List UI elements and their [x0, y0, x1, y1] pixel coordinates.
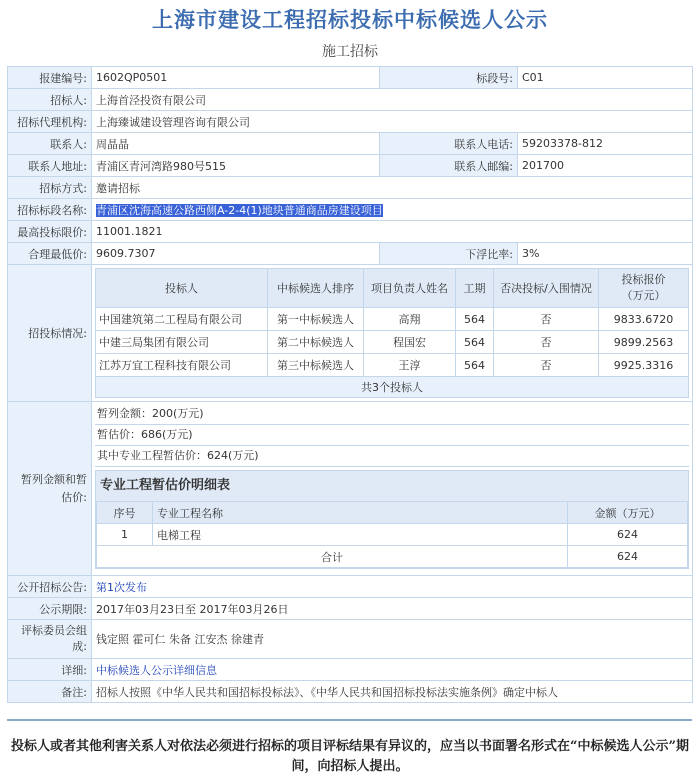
float-rate-value: 3%: [518, 243, 693, 265]
col-bidder: 投标人: [96, 269, 268, 308]
announce-link[interactable]: 第1次发布: [96, 580, 147, 594]
bidder-manager: 王淳: [364, 354, 456, 377]
announce-label: 公开招标公告:: [8, 576, 92, 598]
bidder-period: 564: [456, 308, 494, 331]
table-row: [96, 354, 689, 377]
provisional-table: [96, 501, 688, 568]
col-manager: 项目负责人姓名: [364, 269, 456, 308]
method-label: 招标方式:: [8, 177, 92, 199]
provisional-name: 电梯工程: [153, 524, 568, 546]
phone-value: 59203378-812: [518, 133, 693, 155]
bidder-name: 中建三局集团有限公司: [96, 331, 268, 354]
page-subtitle: 施工招标: [322, 44, 378, 60]
bidder-price: 9899.2563: [599, 331, 689, 354]
bid-no-value: 1602QP0501: [92, 67, 380, 89]
bidder-manager: 程国宏: [364, 331, 456, 354]
provisional-total-label: 合计: [97, 546, 568, 568]
col-no: 序号: [97, 502, 153, 524]
table-row: [96, 331, 689, 354]
bidder-manager: 高翔: [364, 308, 456, 331]
bidder-status: 否: [494, 308, 599, 331]
detail-label: 详细:: [8, 659, 92, 681]
bid-section-label: 招投标情况:: [8, 265, 92, 402]
postcode-label: 联系人邮编:: [380, 155, 518, 177]
provisional-line-1: 暂列金额：200(万元): [95, 404, 689, 425]
bid-no-label: 报建编号:: [8, 67, 92, 89]
section-name-value[interactable]: 青浦区沈海高速公路西侧A-2-4(1)地块普通商品房建设项目: [96, 203, 383, 217]
bidder-status: 否: [494, 331, 599, 354]
postcode-value: 201700: [518, 155, 693, 177]
provisional-table-title: 专业工程暂估价明细表: [96, 471, 688, 501]
agency-value: 上海臻诚建设管理咨询有限公司: [92, 111, 693, 133]
bidder-rank: 第一中标候选人: [268, 308, 364, 331]
committee-label: 评标委员会组成:: [8, 620, 92, 659]
bidders-table: [95, 268, 689, 398]
remark-label: 备注:: [8, 681, 92, 703]
tenderer-label: 招标人:: [8, 89, 92, 111]
provisional-no: 1: [97, 524, 153, 546]
min-price-value: 9609.7307: [92, 243, 380, 265]
objection-notice: 投标人或者其他利害关系人对依法必须进行招标的项目评标结果有异议的，应当以书面署名形式在“中标候选人公示”期间，向招标人提出。: [11, 739, 689, 774]
address-value: 青浦区青河湾路980号515: [92, 155, 380, 177]
row-bid-no: [8, 67, 693, 89]
section-name-label: 招标标段名称:: [8, 199, 92, 221]
agency-label: 招标代理机构:: [8, 111, 92, 133]
bidder-price: 9833.6720: [599, 308, 689, 331]
max-price-label: 最高投标限价:: [8, 221, 92, 243]
provisional-label: 暂列金额和暂估价:: [8, 402, 92, 576]
page-title: 上海市建设工程招标投标中标候选人公示: [152, 7, 548, 32]
bidders-total: 共3个投标人: [96, 377, 689, 398]
float-rate-label: 下浮比率:: [380, 243, 518, 265]
bidder-name: 江苏万宜工程科技有限公司: [96, 354, 268, 377]
col-price: 投标报价 （万元）: [599, 269, 689, 308]
detail-link[interactable]: 中标候选人公示详细信息: [96, 663, 217, 677]
provisional-amount: 624: [568, 524, 688, 546]
divider: [7, 719, 692, 721]
provisional-line-2: 暂估价：686(万元): [95, 425, 689, 446]
provisional-line-3: 其中专业工程暂估价：624(万元): [95, 446, 689, 467]
bidder-rank: 第三中标候选人: [268, 354, 364, 377]
max-price-value: 11001.1821: [92, 221, 693, 243]
col-name: 专业工程名称: [153, 502, 568, 524]
bidder-period: 564: [456, 331, 494, 354]
contact-value: 周晶晶: [92, 133, 380, 155]
provisional-total-amount: 624: [568, 546, 688, 568]
tenderer-value: 上海首泾投资有限公司: [92, 89, 693, 111]
provisional-detail-box: [95, 470, 689, 569]
col-status: 否决投标/入围情况: [494, 269, 599, 308]
section-no-value: C01: [518, 67, 693, 89]
info-table: [7, 66, 693, 703]
period-value: 2017年03月23日至 2017年03月26日: [92, 598, 693, 620]
contact-label: 联系人:: [8, 133, 92, 155]
min-price-label: 合理最低价:: [8, 243, 92, 265]
period-label: 公示期限:: [8, 598, 92, 620]
method-value: 邀请招标: [92, 177, 693, 199]
bidder-price: 9925.3316: [599, 354, 689, 377]
col-period: 工期: [456, 269, 494, 308]
section-no-label: 标段号:: [380, 67, 518, 89]
committee-value: 钱定照 霍可仁 朱备 江安杰 徐建青: [92, 620, 693, 659]
remark-value: 招标人按照《中华人民共和国招标投标法》、《中华人民共和国招标投标法实施条例》确定中标人: [92, 681, 693, 703]
bidder-rank: 第二中标候选人: [268, 331, 364, 354]
bidder-status: 否: [494, 354, 599, 377]
table-row: [97, 524, 688, 546]
col-rank: 中标候选人排序: [268, 269, 364, 308]
table-row: [96, 308, 689, 331]
address-label: 联系人地址:: [8, 155, 92, 177]
col-amount: 金额（万元）: [568, 502, 688, 524]
phone-label: 联系人电话:: [380, 133, 518, 155]
bidder-name: 中国建筑第二工程局有限公司: [96, 308, 268, 331]
bidder-period: 564: [456, 354, 494, 377]
